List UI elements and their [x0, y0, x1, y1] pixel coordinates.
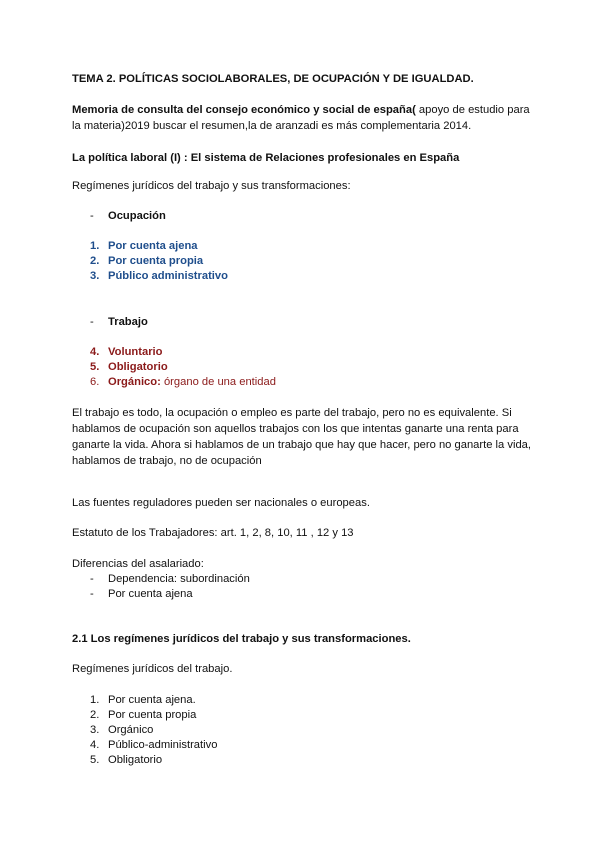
estatuto-text: Estatuto de los Trabajadores: art. 1, 2, 8, 10, 11 , 12 y 13 [72, 527, 354, 539]
trabajo-item-num: 5. [90, 361, 100, 373]
memoria-paragraph [72, 102, 532, 134]
regimen-item: Público-administrativo [108, 739, 218, 751]
trabajo-label: Trabajo [108, 316, 148, 328]
ocupacion-item: Por cuenta propia [108, 255, 204, 267]
ocupacion-item-num: 3. [90, 270, 100, 282]
ocupacion-item: Público administrativo [108, 270, 228, 282]
diferencias-item: Por cuenta ajena [108, 588, 193, 600]
diferencias-item: Dependencia: subordinación [108, 573, 250, 585]
trabajo-item-num: 6. [90, 376, 100, 388]
diferencias-dash: - [90, 588, 94, 600]
memoria-normal: apoyo de estudio para la materia)2019 buscar el resumen,la de aranzadi es más complementaria 2014. [72, 104, 530, 132]
regimen-item: Por cuenta ajena. [108, 694, 196, 706]
regimen-item-num: 4. [90, 739, 100, 751]
regimen-item: Por cuenta propia [108, 709, 197, 721]
trabajo-item [108, 375, 276, 390]
organico-definition: órgano de una entidad [160, 376, 276, 388]
trabajo-dash: - [90, 316, 94, 328]
ocupacion-label: Ocupación [108, 210, 166, 222]
diferencias-dash: - [90, 573, 94, 585]
regimen-item: Obligatorio [108, 754, 163, 766]
ocupacion-item: Por cuenta ajena [108, 240, 198, 252]
regimen-item-num: 3. [90, 724, 100, 736]
trabajo-item: Obligatorio [108, 361, 168, 373]
ocupacion-dash: - [90, 210, 94, 222]
regimenes-intro: Regímenes jurídicos del trabajo y sus transformaciones: [72, 180, 351, 192]
regimen-item-num: 1. [90, 694, 100, 706]
heading-politica-laboral: La política laboral (I) : El sistema de Relaciones profesionales en España [72, 152, 460, 164]
section-2-1-heading: 2.1 Los regímenes jurídicos del trabajo y sus transformaciones. [72, 633, 411, 645]
regimen-item-num: 5. [90, 754, 100, 766]
paragraph-trabajo-ocupacion: El trabajo es todo, la ocupación o empleo es parte del trabajo, pero no es equivalente. Si hablamos de ocupación son aquellos trabajos con los que intentas ganarte una renta para ganarte la vida. Ahora si hablamos de un trabajo que hay que hacer, pero no ganarte la vida, hablamos de trabajo, no de ocupación [72, 407, 532, 467]
organico-term: Orgánico: [108, 376, 161, 388]
regimen-item: Orgánico [108, 724, 154, 736]
ocupacion-item-num: 1. [90, 240, 100, 252]
document-title: TEMA 2. POLÍTICAS SOCIOLABORALES, DE OCUPACIÓN Y DE IGUALDAD. [72, 73, 474, 85]
memoria-bold: Memoria de consulta del consejo económico y social de españa( [72, 104, 416, 116]
fuentes-text: Las fuentes reguladores pueden ser nacionales o europeas. [72, 497, 370, 509]
trabajo-item-num: 4. [90, 346, 100, 358]
diferencias-label: Diferencias del asalariado: [72, 558, 204, 570]
regimenes-label: Regímenes jurídicos del trabajo. [72, 663, 233, 675]
regimen-item-num: 2. [90, 709, 100, 721]
trabajo-item: Voluntario [108, 346, 163, 358]
ocupacion-item-num: 2. [90, 255, 100, 267]
